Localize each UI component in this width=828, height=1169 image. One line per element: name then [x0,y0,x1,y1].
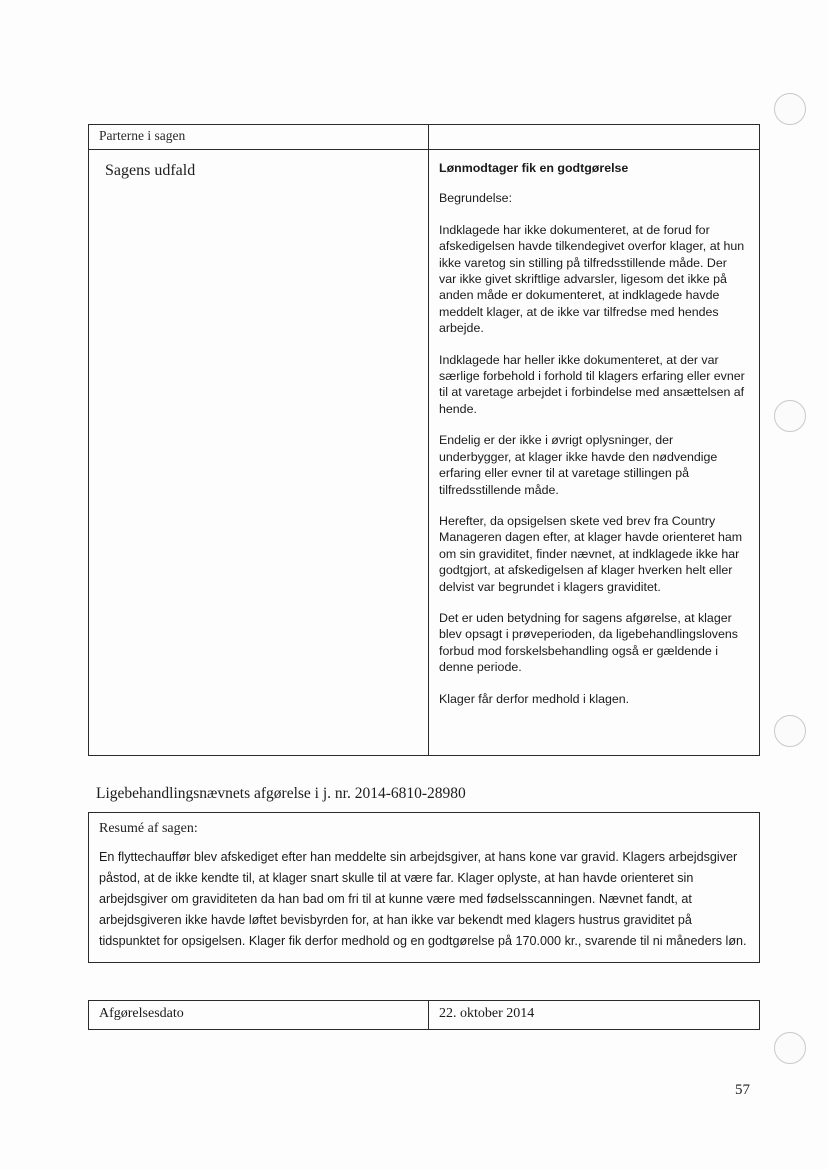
table-header-row [89,125,759,150]
outcome-content-cell [429,150,759,755]
parties-header-cell: Parterne i sagen [89,125,429,149]
punch-hole-icon [774,400,806,432]
reason-paragraph: Indklagede har ikke dokumenteret, at de forud for afskedigelsen havde tilkendegivet overfor klager, at hun ikke varetog sin stilling på tilfredsstillende måde. Der var ikke givet skriftlige advarsler, ligesom det ikke på anden måde er dokumenteret, at indklagede havde meddelt klager, at de ikke var tilfredse med hendes arbejde. [439,222,745,336]
outcome-heading: Lønmodtager fik en godtgørelse [439,161,629,175]
outcome-label: Sagens udfald [105,162,196,179]
summary-text: En flyttechauffør blev afskediget efter han meddelte sin arbejdsgiver, at hans kone var gravid. Klagers arbejdsgiver påstod, at de ikke kendte til, at klager snart skulle til at være far. Klager oplyste, at han havde orienteret sin arbejdsgiver om graviditeten da han bad om fri til at kunne være med fødselsscanningen. Nævnet fandt, at arbejdsgiveren ikke havde løftet bevisbyrden for, at han ikke var bekendt med klagers hustrus graviditet på tidspunktet for opsigelsen. Klager fik derfor medhold og en godtgørelse på 170.000 kr., svarende til ni måneders løn. [99,850,747,948]
reason-label: Begrundelse: [439,191,513,206]
punch-hole-icon [774,715,806,747]
parties-header-cell-right [429,125,759,149]
decision-date-label: Afgørelsesdato [89,1001,429,1029]
decision-date-table [88,1000,760,1030]
reason-conclusion: Klager får derfor medhold i klagen. [439,691,630,706]
outcome-label-cell [89,150,429,755]
reason-paragraph: Indklagede har heller ikke dokumenteret, at der var særlige forbehold i forhold til klagers erfaring eller evner til at varetage arbejdet i forbindelse med ansættelsen af hende. [439,352,745,416]
reason-paragraph: Endelig er der ikke i øvrigt oplysninger, der underbygger, at klager ikke havde den nødvendige erfaring eller evner til at varetage stillingen på tilfredsstillende måde. [439,433,718,497]
punch-hole-icon [774,1032,806,1064]
reason-paragraph: Herefter, da opsigelsen skete ved brev fra Country Manageren dagen efter, at klager havde orienteret ham om sin graviditet, finder nævnet, at indklagede ikke har godtgjort, at afskedigelsen af klager hverken helt eller delvist var begrundet i klagers graviditet. [439,513,743,594]
table-row [89,150,759,755]
reason-paragraph: Det er uden betydning for sagens afgørelse, at klager blev opsagt i prøveperioden, da ligebehandlingslovens forbud mod forskelsbehandling også er gældende i denne periode. [439,610,738,675]
summary-title: Resumé af sagen: [99,821,198,836]
page-number: 57 [735,1082,750,1098]
decision-heading: Ligebehandlingsnævnets afgørelse i j. nr. 2014-6810-28980 [96,785,466,802]
decision-date-value: 22. oktober 2014 [439,1006,535,1021]
punch-hole-icon [774,93,806,125]
case-summary-box [88,812,760,963]
case-outcome-table [88,124,760,756]
